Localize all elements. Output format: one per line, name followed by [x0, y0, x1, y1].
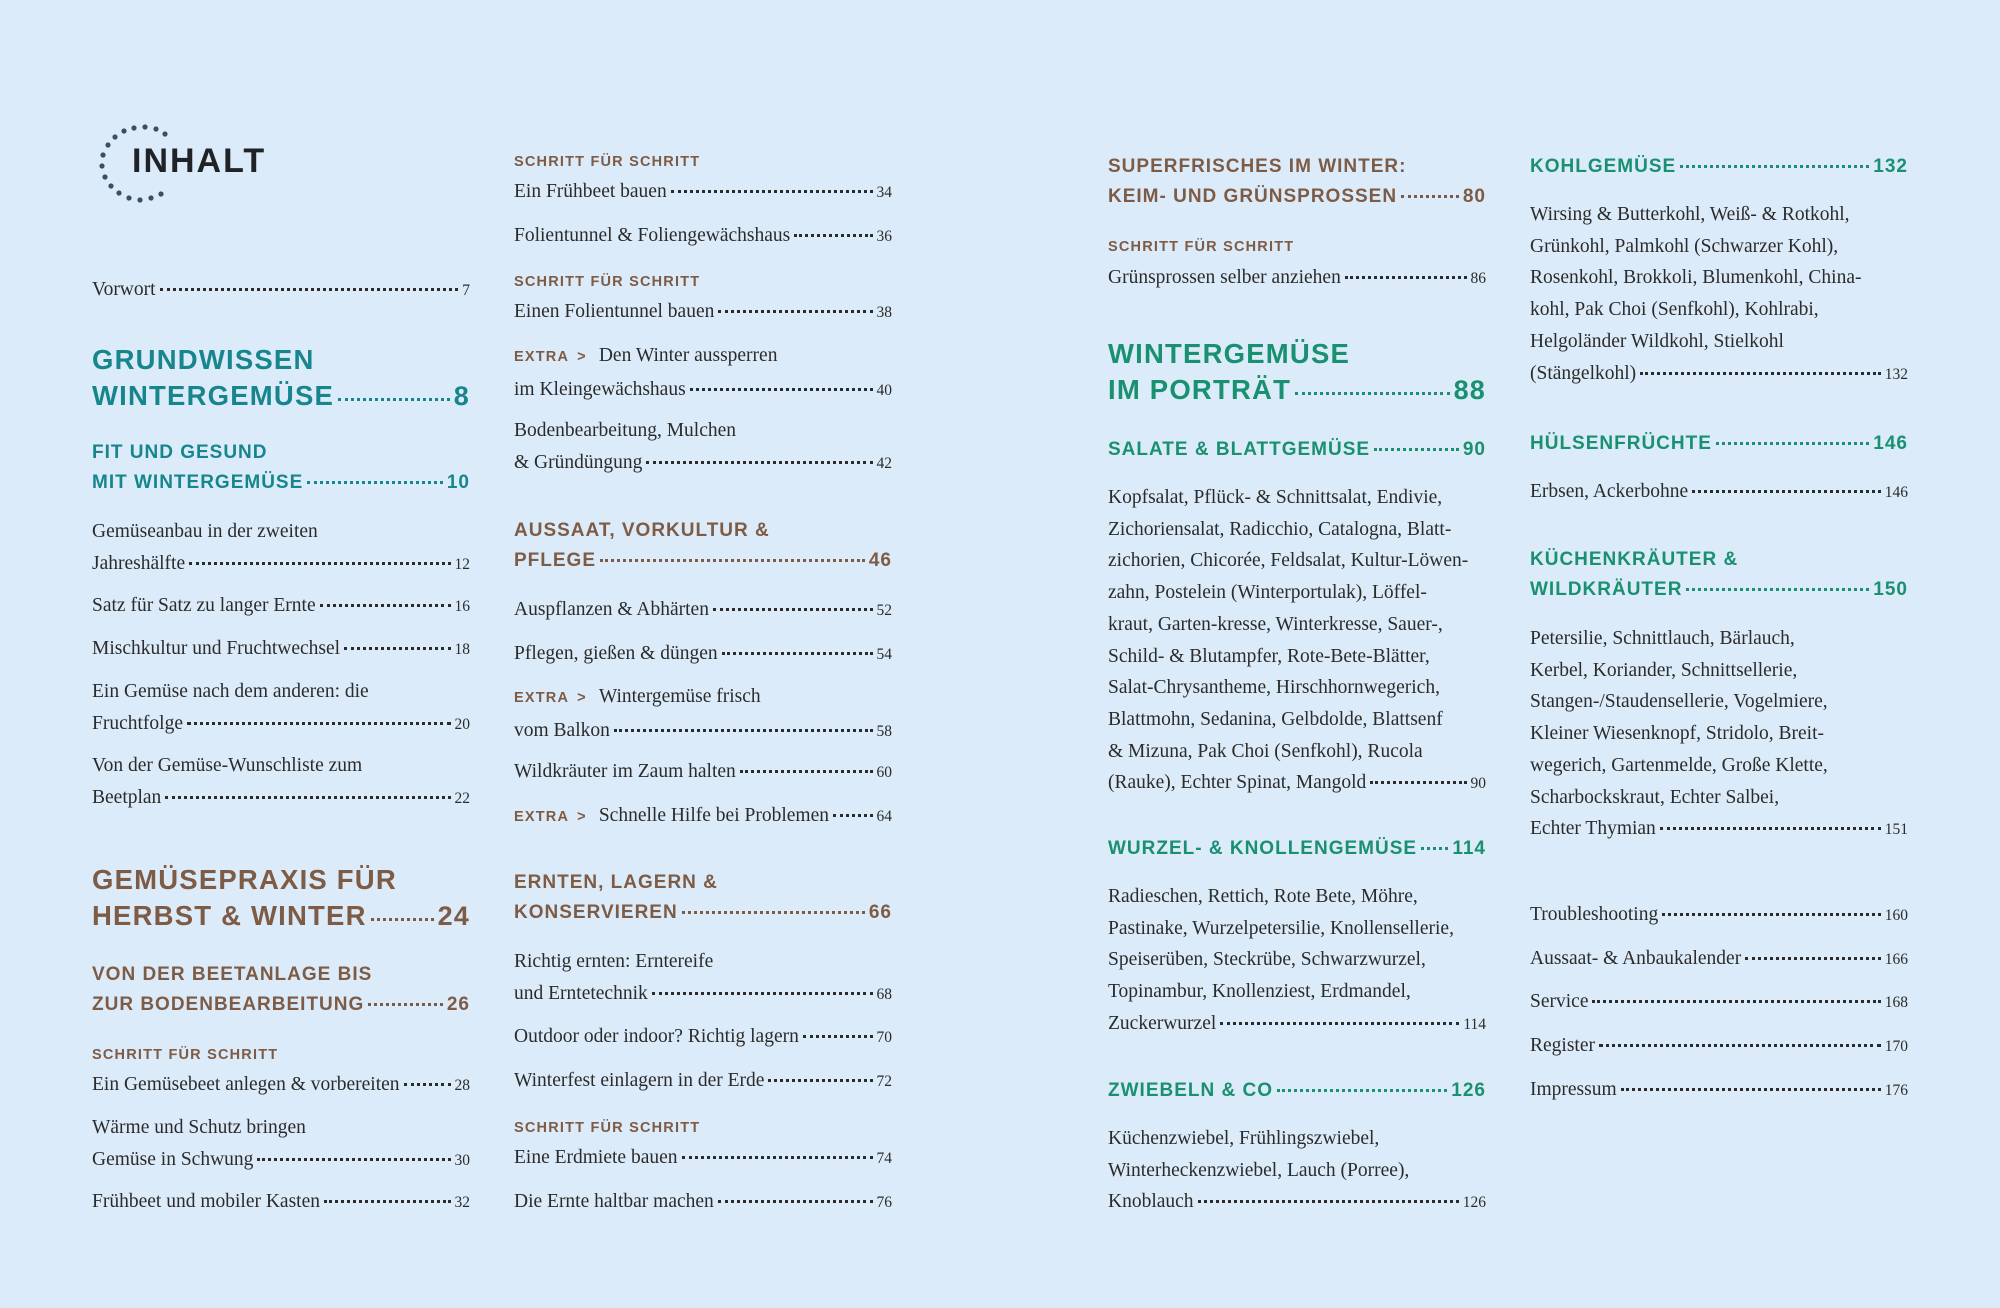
- section-heading[interactable]: AUSSAAT, VORKULTUR & PFLEGE 46: [514, 520, 892, 571]
- toc-entry[interactable]: Knoblauch 126: [1108, 1191, 1486, 1213]
- toc-entry[interactable]: (Rauke), Echter Spinat, Mangold 90: [1108, 772, 1486, 794]
- toc-entry[interactable]: Register 170: [1530, 1035, 1908, 1056]
- step-label: SCHRITT FÜR SCHRITT: [514, 154, 701, 170]
- section-heading[interactable]: WINTERGEMÜSE IM PORTRÄT 88: [1108, 338, 1486, 405]
- toc-entry[interactable]: Echter Thymian 151: [1530, 818, 1908, 840]
- toc-entry[interactable]: Grünsprossen selber anziehen 86: [1108, 267, 1486, 288]
- toc-entry[interactable]: Troubleshooting 160: [1530, 904, 1908, 925]
- toc-entry[interactable]: Pflegen, gießen & düngen 54: [514, 643, 892, 664]
- section-text: Kopfsalat, Pflück- & Schnittsalat, Endivie, Zichoriensalat, Radicchio, Catalogna, Blatt- zichorien, Chicorée, Feldsalat, Kultur-Löwen- zahn, Postelein (Winterportulak), Löffel- kraut, Garten-kresse, Winterkresse, Sauer-, Schild- & Blutampfer, Rote-Bete-Blätter, Salat-Chrysantheme, Hirschhornwegerich, Blattmohn, Sedanina, Gelbdolde, Blattsenf & Mizuna, Pak Choi (Senfkohl), Rucola (Rauke), Echter Spinat, Mangold 90: [1108, 482, 1486, 800]
- toc-entry[interactable]: Eine Erdmiete bauen 74: [514, 1147, 892, 1168]
- toc-entry[interactable]: Ein Gemüsebeet anlegen & vorbereiten 28: [92, 1074, 470, 1095]
- subsection-heading[interactable]: ZWIEBELN & CO 126: [1108, 1080, 1486, 1101]
- section-heading[interactable]: SUPERFRISCHES IM WINTER: KEIM- UND GRÜNSPROSSEN 80: [1108, 156, 1486, 207]
- toc-entry[interactable]: Einen Folientunnel bauen 38: [514, 301, 892, 322]
- section-text: Küchenzwiebel, Frühlingszwiebel, Winterheckenzwiebel, Lauch (Porree), Knoblauch 126: [1108, 1123, 1486, 1219]
- subsection-heading[interactable]: VON DER BEETANLAGE BIS ZUR BODENBEARBEITUNG 26: [92, 964, 470, 1015]
- toc-entry[interactable]: Mischkultur und Fruchtwechsel 18: [92, 638, 470, 659]
- section-text: Petersilie, Schnittlauch, Bärlauch, Kerbel, Koriander, Schnittsellerie, Stangen-/Staudensellerie, Vogelmiere, Kleiner Wiesenknopf, Stridolo, Breit- wegerich, Gartenmelde, Große Klette, Scharbockskraut, Echter Salbei, Echter Thymian 151: [1530, 623, 1908, 846]
- toc-entry[interactable]: Die Ernte haltbar machen 76: [514, 1191, 892, 1212]
- toc-entry[interactable]: Aussaat- & Anbaukalender 166: [1530, 948, 1908, 969]
- toc-entry[interactable]: Zuckerwurzel 114: [1108, 1012, 1486, 1034]
- section-heading[interactable]: ERNTEN, LAGERN & KONSERVIEREN 66: [514, 872, 892, 923]
- subsection-heading[interactable]: FIT UND GESUND MIT WINTERGEMÜSE 10: [92, 442, 470, 493]
- toc-entry[interactable]: Richtig ernten: Erntereife und Erntetechnik 68: [514, 951, 892, 1004]
- toc-entry[interactable]: EXTRA > Wintergemüse frisch vom Balkon 58: [514, 686, 892, 741]
- toc-entry[interactable]: Outdoor oder indoor? Richtig lagern 70: [514, 1026, 892, 1047]
- subsection-heading[interactable]: HÜLSENFRÜCHTE 146: [1530, 433, 1908, 454]
- toc-entry[interactable]: Ein Frühbeet bauen 34: [514, 181, 892, 202]
- toc-entry[interactable]: Winterfest einlagern in der Erde 72: [514, 1070, 892, 1091]
- extra-label: EXTRA >: [514, 690, 587, 706]
- toc-entry[interactable]: Erbsen, Ackerbohne 146: [1530, 481, 1908, 502]
- subsection-heading[interactable]: KOHLGEMÜSE 132: [1530, 156, 1908, 177]
- page-title: INHALT: [132, 142, 267, 180]
- toc-entry[interactable]: Bodenbearbeitung, Mulchen & Gründüngung 42: [514, 420, 892, 473]
- subsection-heading[interactable]: WURZEL- & KNOLLENGEMÜSE 114: [1108, 838, 1486, 859]
- toc-entry[interactable]: Satz für Satz zu langer Ernte 16: [92, 595, 470, 616]
- toc-entry[interactable]: EXTRA > Schnelle Hilfe bei Problemen 64: [514, 800, 892, 834]
- toc-entry[interactable]: Frühbeet und mobiler Kasten 32: [92, 1191, 470, 1212]
- toc-entry[interactable]: Service 168: [1530, 991, 1908, 1012]
- section-heading[interactable]: GRUNDWISSEN WINTERGEMÜSE 8: [92, 344, 470, 411]
- step-label: SCHRITT FÜR SCHRITT: [514, 274, 701, 290]
- extra-label: EXTRA >: [514, 809, 587, 825]
- toc-entry[interactable]: Vorwort 7: [92, 279, 470, 300]
- toc-entry[interactable]: (Stängelkohl) 132: [1530, 362, 1908, 384]
- step-label: SCHRITT FÜR SCHRITT: [92, 1047, 279, 1063]
- subsection-heading[interactable]: KÜCHENKRÄUTER & WILDKRÄUTER 150: [1530, 549, 1908, 600]
- step-label: SCHRITT FÜR SCHRITT: [1108, 239, 1295, 255]
- toc-entry[interactable]: EXTRA > Den Winter aussperren im Kleingewächshaus 40: [514, 345, 892, 400]
- section-heading[interactable]: GEMÜSEPRAXIS FÜR HERBST & WINTER 24: [92, 864, 470, 931]
- section-text: Radieschen, Rettich, Rote Bete, Möhre, Pastinake, Wurzelpetersilie, Knollensellerie, Speiserüben, Steckrübe, Schwarzwurzel, Topinambur, Knollenziest, Erdmandel, Zuckerwurzel 114: [1108, 881, 1486, 1041]
- section-text: Wirsing & Butterkohl, Weiß- & Rotkohl, Grünkohl, Palmkohl (Schwarzer Kohl), Rosenkohl, Brokkoli, Blumenkohl, China- kohl, Pak Choi (Senfkohl), Kohlrabi, Helgoländer Wildkohl, Stielkohl (Stängelkohl) 132: [1530, 199, 1908, 390]
- toc-entry[interactable]: Auspflanzen & Abhärten 52: [514, 599, 892, 620]
- toc-entry[interactable]: Impressum 176: [1530, 1079, 1908, 1100]
- toc-entry[interactable]: Ein Gemüse nach dem anderen: die Fruchtfolge 20: [92, 681, 470, 734]
- subsection-heading[interactable]: SALATE & BLATTGEMÜSE 90: [1108, 439, 1486, 460]
- toc-entry[interactable]: Wärme und Schutz bringen Gemüse in Schwung 30: [92, 1117, 470, 1170]
- extra-label: EXTRA >: [514, 349, 587, 365]
- toc-entry[interactable]: Folientunnel & Foliengewächshaus 36: [514, 225, 892, 246]
- toc-entry[interactable]: Wildkräuter im Zaum halten 60: [514, 761, 892, 782]
- step-label: SCHRITT FÜR SCHRITT: [514, 1120, 701, 1136]
- toc-entry[interactable]: Gemüseanbau in der zweiten Jahreshälfte 12: [92, 521, 470, 574]
- toc-entry[interactable]: Von der Gemüse-Wunschliste zum Beetplan 22: [92, 755, 470, 808]
